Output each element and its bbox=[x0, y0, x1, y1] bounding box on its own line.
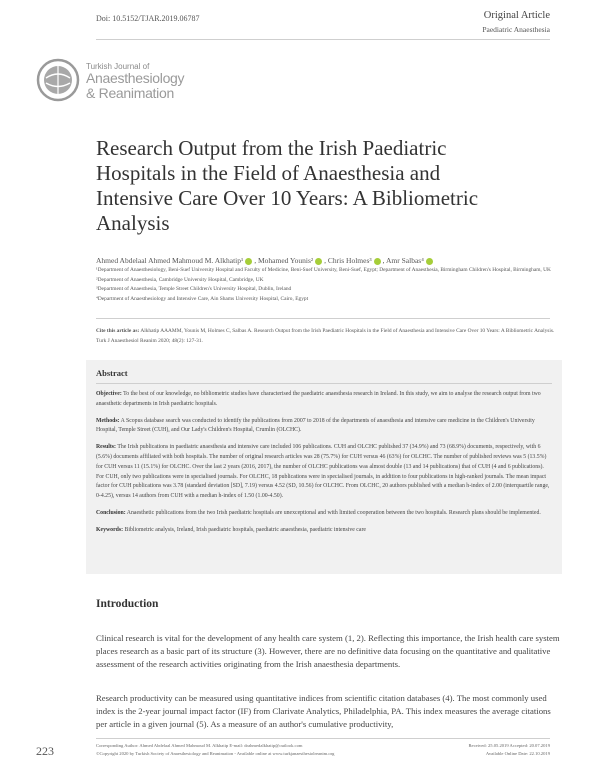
abstract-text: The Irish publications in paediatric anaesthesia and intensive care included 106 publications. CUH and OLCHC published 37 (34.9%) and 73 (68.9%) documents, respectively, with 6 (5.6%) documents affiliated with both hospitals. The number of original research articles was 28 (75.7%) for CUH versus 46 (63%) for OLCHC. The number of published reviews was 5 (13.5%) for CUH versus 11 (15.1%) for OLCHC. Over the last 2 years (2016, 2017), the number of OLCHC publications was almost double (13 and 14 publications) that of CUH (4 and 6 publications). For CUH, only two publications were in specialised journals. For OLCHC, 18 publications were in specialised journals, in addition to four publications in high-ranked journals. The mean impact factor for CUH publications was 3.78 (standard deviation [SD], 7.19) versus 4.52 (SD, 10.56) for OLCHC. From OLCHC, 20 authors published with a median h-index of 2.00 (interquartile range, 0-4.25), versus 14 authors from CUH with a median h-index of 1.50 (1.00-4.50). bbox=[96, 444, 550, 500]
affiliation-3: ³Department of Anaesthesia, Temple Street Children's University Hospital, Dublin, Ireland bbox=[96, 286, 292, 292]
copyright: ©Copyright 2020 by Turkish Society of Anaesthesiology and Reanimation - Available online at www.turkjanaesthesiolreanim.org bbox=[96, 751, 335, 756]
abstract-text: A Scopus database search was conducted to identify the publications from 2007 to 2018 of the departments of anaesthesia and intensive care medicine in the Children's University Hospital, Temple Street (CUH), and Our Lady's Children's Hospital, Crumlin (OLCHC). bbox=[96, 417, 535, 434]
orcid-icon[interactable] bbox=[315, 258, 322, 265]
header-rule bbox=[96, 39, 550, 40]
author-list: Ahmed Abdelaal Ahmed Mahmoud M. Alkhatip¹ , Mohamed Younis² , Chris Holmes³ , Amr Salbas⁴ bbox=[96, 256, 566, 265]
section-heading-introduction: Introduction bbox=[96, 598, 159, 610]
body-paragraph: Clinical research is vital for the development of any health care system (1, 2). Reflecting this importance, the Irish health care system places research as a basic part of its structure (3). However, there are no definitive data focusing on the quantitative and qualitative assessment of the research activities originating from the Irish anaesthesia departments. bbox=[96, 633, 560, 669]
orcid-icon[interactable] bbox=[426, 258, 433, 265]
logo-line-3: & Reanimation bbox=[86, 85, 174, 101]
affiliations bbox=[96, 266, 556, 304]
abstract-text: Bibliometric analysis, Ireland, Irish paediatric hospitals, paediatric anaesthesia, paediatric intensive care bbox=[124, 526, 366, 533]
author-3[interactable]: Chris Holmes³ bbox=[327, 256, 372, 265]
abstract-heading: Abstract bbox=[96, 368, 552, 384]
journal-logo bbox=[36, 58, 256, 104]
orcid-icon[interactable] bbox=[245, 258, 252, 265]
citation-rule bbox=[96, 318, 550, 319]
affiliation-2: ²Department of Anaesthesia, Cambridge University Hospital, Cambridge, UK bbox=[96, 276, 264, 283]
orcid-icon[interactable] bbox=[374, 258, 381, 265]
footer-right bbox=[430, 742, 550, 758]
online-date: Available Online Date: 22.10.2019 bbox=[485, 751, 550, 756]
article-type: Original Article bbox=[483, 10, 550, 21]
abstract-label: Conclusion: bbox=[96, 509, 126, 516]
citation-text: Alkhatip AAAMM, Younis M, Holmes C, Salbas A. Research Output from the Irish Paediatric Hospitals in the Field of Anaesthesia and Intensive Care Over 10 Years: A Bibliometric Analysis. Turk J Anaesthesiol Reanim 2020; 48(2): 127-31. bbox=[96, 328, 555, 344]
abstract-methods bbox=[96, 417, 552, 437]
citation bbox=[96, 326, 556, 346]
abstract-box bbox=[86, 360, 562, 574]
doi: Doi: 10.5152/TJAR.2019.06787 bbox=[96, 14, 200, 23]
body-paragraph: Research productivity can be measured using quantitative indices from scientific citation databases (4). The most commonly used index is the 2-year journal impact factor (IF) from Clarivate Analytics, Philadelphia, PA. This index measures the average citations per article in a given journal (5). As a measure of an author's cumulative productivity, bbox=[96, 693, 551, 729]
abstract-results bbox=[96, 443, 552, 502]
abstract-label: Results: bbox=[96, 444, 116, 451]
abstract-label: Objective: bbox=[96, 391, 122, 397]
article-title: Research Output from the Irish Paediatric Hospitals in the Field of Anaesthesia and Intensive Care Over 10 Years: A Bibliometric Analysis bbox=[96, 136, 479, 235]
page-number: 223 bbox=[36, 744, 54, 758]
abstract-text: To the best of our knowledge, no bibliometric studies have characterised the paediatric anaesthesia research in Ireland. In this study, we aim to analyse the research output from two anaesthetic departments in Irish paediatric hospitals. bbox=[96, 391, 541, 407]
corresponding-author: Corresponding Author: Ahmed Abdelaal Ahmed Mahmoud M. Alkhatip E-mail: drahmedalkhatip@outlook.com bbox=[96, 743, 303, 748]
article-subject: Paediatric Anaesthesia bbox=[482, 25, 550, 34]
footer-left bbox=[96, 742, 426, 758]
footer-rule bbox=[96, 738, 550, 739]
abstract-conclusion bbox=[96, 509, 552, 519]
abstract-label: Keywords: bbox=[96, 526, 124, 533]
abstract-objective bbox=[96, 390, 552, 410]
affiliation-1: ¹Department of Anaesthesiology, Beni-Suef University Hospital and Faculty of Medicine, Beni-Suef University, Beni-Suef, Egypt; Department of Anaesthesia, Birmingham Children's Hospital, Birmingham, UK bbox=[96, 267, 551, 273]
globe-seal-icon bbox=[36, 58, 80, 102]
abstract-keywords bbox=[96, 526, 552, 536]
author-4[interactable]: Amr Salbas⁴ bbox=[385, 256, 424, 265]
logo-line-1: Turkish Journal of bbox=[86, 62, 150, 71]
received-date: Received: 25.05.2019 Accepted: 20.07.2019 bbox=[468, 743, 550, 748]
abstract-label: Methods: bbox=[96, 417, 120, 424]
logo-line-2: Anaesthesiology bbox=[86, 70, 185, 86]
author-2[interactable]: Mohamed Younis² bbox=[257, 256, 314, 265]
citation-label: Cite this article as: bbox=[96, 328, 140, 334]
affiliation-4: ⁴Department of Anaesthesiology and Intensive Care, Ain Shams University Hospital, Cairo, Egypt bbox=[96, 295, 309, 302]
abstract-text: Anaesthetic publications from the two Irish paediatric hospitals are unexceptional and with limited cooperation between the two hospitals. Research plans should be implemented. bbox=[126, 509, 541, 516]
author-1[interactable]: Ahmed Abdelaal Ahmed Mahmoud M. Alkhatip¹ bbox=[96, 256, 244, 265]
